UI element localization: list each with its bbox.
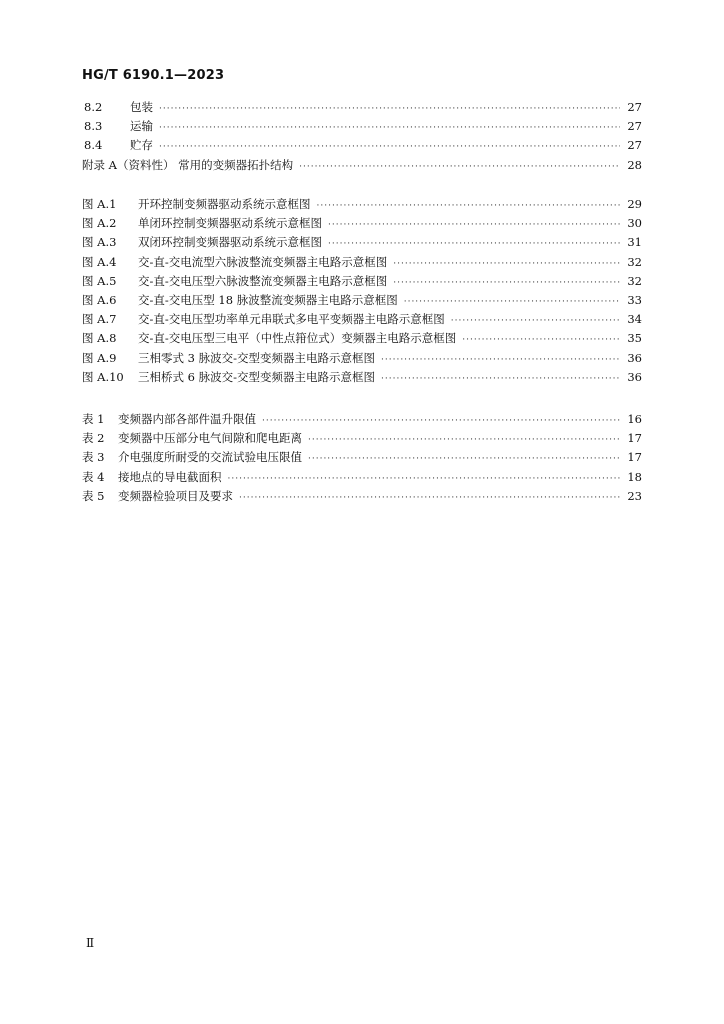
toc-entry[interactable] bbox=[82, 368, 642, 387]
entry-number: 8.3 bbox=[84, 119, 103, 134]
leader-dots bbox=[328, 216, 620, 235]
toc-entry[interactable] bbox=[82, 272, 642, 291]
entry-page: 35 bbox=[627, 331, 642, 346]
entry-title: 变频器检验项目及要求 bbox=[118, 488, 233, 503]
entry-number: 图 A.1 bbox=[82, 197, 117, 211]
entry-title: 交-直-交电流型六脉波整流变频器主电路示意框图 bbox=[138, 254, 388, 269]
toc-entry[interactable] bbox=[82, 291, 642, 310]
entry-page: 32 bbox=[627, 254, 642, 269]
toc-entry[interactable] bbox=[82, 429, 642, 448]
entry-page: 28 bbox=[627, 158, 642, 172]
toc-entry[interactable] bbox=[82, 98, 642, 117]
leader-dots bbox=[381, 370, 620, 389]
entry-number: 图 A.10 bbox=[82, 369, 124, 384]
entry-title: 运输 bbox=[130, 119, 153, 134]
entry-title: 交-直-交电压型功率单元串联式多电平变频器主电路示意框图 bbox=[138, 312, 445, 327]
entry-page: 29 bbox=[627, 197, 642, 211]
leader-dots bbox=[393, 255, 620, 274]
leader-dots bbox=[462, 331, 620, 350]
toc-entry[interactable] bbox=[82, 233, 642, 252]
entry-title: 三相零式 3 脉波交-交型变频器主电路示意框图 bbox=[138, 350, 376, 365]
leader-dots bbox=[393, 274, 620, 293]
entry-page: 17 bbox=[627, 431, 642, 446]
entry-number: 图 A.2 bbox=[82, 216, 117, 231]
toc-entry[interactable] bbox=[82, 468, 642, 487]
leader-dots bbox=[317, 197, 621, 216]
leader-dots bbox=[308, 431, 620, 450]
toc-entry[interactable] bbox=[82, 195, 642, 214]
entry-title: 交-直-交电压型三电平（中性点箝位式）变频器主电路示意框图 bbox=[138, 331, 457, 346]
entry-title: 单闭环控制变频器驱动系统示意框图 bbox=[138, 216, 322, 231]
entry-title: 交-直-交电压型六脉波整流变频器主电路示意框图 bbox=[138, 273, 388, 288]
entry-title: 接地点的导电截面积 bbox=[118, 469, 222, 484]
leader-dots bbox=[262, 412, 620, 431]
entry-title: 双闭环控制变频器驱动系统示意框图 bbox=[138, 235, 322, 250]
entry-page: 16 bbox=[627, 412, 642, 426]
leader-dots bbox=[308, 450, 620, 469]
entry-title: 变频器中压部分电气间隙和爬电距离 bbox=[118, 431, 302, 446]
table-entries bbox=[82, 410, 642, 506]
entry-number: 表 2 bbox=[82, 431, 105, 446]
entry-number: 图 A.7 bbox=[82, 312, 117, 327]
entry-page: 17 bbox=[627, 450, 642, 465]
section-entries bbox=[82, 98, 642, 156]
toc-entry[interactable] bbox=[82, 310, 642, 329]
toc-entry[interactable] bbox=[82, 410, 642, 429]
document-code: HG/T 6190.1—2023 bbox=[82, 68, 225, 83]
entry-number: 图 A.6 bbox=[82, 292, 117, 307]
leader-dots bbox=[159, 138, 620, 157]
entry-number: 图 A.9 bbox=[82, 350, 117, 365]
toc-entry[interactable] bbox=[82, 156, 642, 175]
toc-entry[interactable] bbox=[82, 253, 642, 272]
entry-title: 开环控制变频器驱动系统示意框图 bbox=[138, 197, 311, 211]
entry-title: 三相桥式 6 脉波交-交型变频器主电路示意框图 bbox=[138, 369, 376, 384]
leader-dots bbox=[381, 351, 620, 370]
entry-title: 附录 A（资料性） 常用的变频器拓扑结构 bbox=[82, 158, 294, 172]
entry-page: 27 bbox=[627, 100, 642, 114]
entry-title: 交-直-交电压型 18 脉波整流变频器主电路示意框图 bbox=[138, 292, 398, 307]
entry-page: 36 bbox=[627, 350, 642, 365]
toc-entry[interactable] bbox=[82, 448, 642, 467]
entry-title: 贮存 bbox=[130, 138, 153, 153]
toc-entry[interactable] bbox=[82, 349, 642, 368]
toc-entry[interactable] bbox=[82, 214, 642, 233]
leader-dots bbox=[228, 470, 621, 489]
entry-title: 变频器内部各部件温升限值 bbox=[118, 412, 256, 426]
leader-dots bbox=[159, 100, 620, 119]
entry-title: 包装 bbox=[130, 100, 153, 114]
entry-number: 表 5 bbox=[82, 488, 105, 503]
entry-page: 32 bbox=[627, 273, 642, 288]
entry-page: 18 bbox=[627, 469, 642, 484]
toc-entry[interactable] bbox=[82, 487, 642, 506]
entry-title: 介电强度所耐受的交流试验电压限值 bbox=[118, 450, 302, 465]
entry-page: 27 bbox=[627, 119, 642, 134]
entry-number: 图 A.5 bbox=[82, 273, 117, 288]
entry-number: 8.2 bbox=[84, 100, 103, 114]
page-number: Ⅱ bbox=[86, 936, 95, 950]
entry-number: 图 A.8 bbox=[82, 331, 117, 346]
entry-page: 30 bbox=[627, 216, 642, 231]
entry-page: 34 bbox=[627, 312, 642, 327]
entry-number: 8.4 bbox=[84, 138, 103, 153]
entry-page: 23 bbox=[627, 488, 642, 503]
entry-number: 表 1 bbox=[82, 412, 105, 426]
entry-page: 36 bbox=[627, 369, 642, 384]
leader-dots bbox=[239, 489, 620, 508]
leader-dots bbox=[299, 158, 620, 177]
entry-page: 33 bbox=[627, 292, 642, 307]
toc-entry[interactable] bbox=[82, 117, 642, 136]
entry-number: 表 3 bbox=[82, 450, 105, 465]
entry-number: 图 A.3 bbox=[82, 235, 117, 250]
figure-entries bbox=[82, 195, 642, 387]
toc-entry[interactable] bbox=[82, 136, 642, 155]
entry-page: 31 bbox=[627, 235, 642, 250]
appendix-entry bbox=[82, 156, 642, 175]
toc-entry[interactable] bbox=[82, 329, 642, 348]
entry-page: 27 bbox=[627, 138, 642, 153]
leader-dots bbox=[451, 312, 620, 331]
leader-dots bbox=[159, 119, 620, 138]
entry-number: 图 A.4 bbox=[82, 254, 117, 269]
entry-number: 表 4 bbox=[82, 469, 105, 484]
